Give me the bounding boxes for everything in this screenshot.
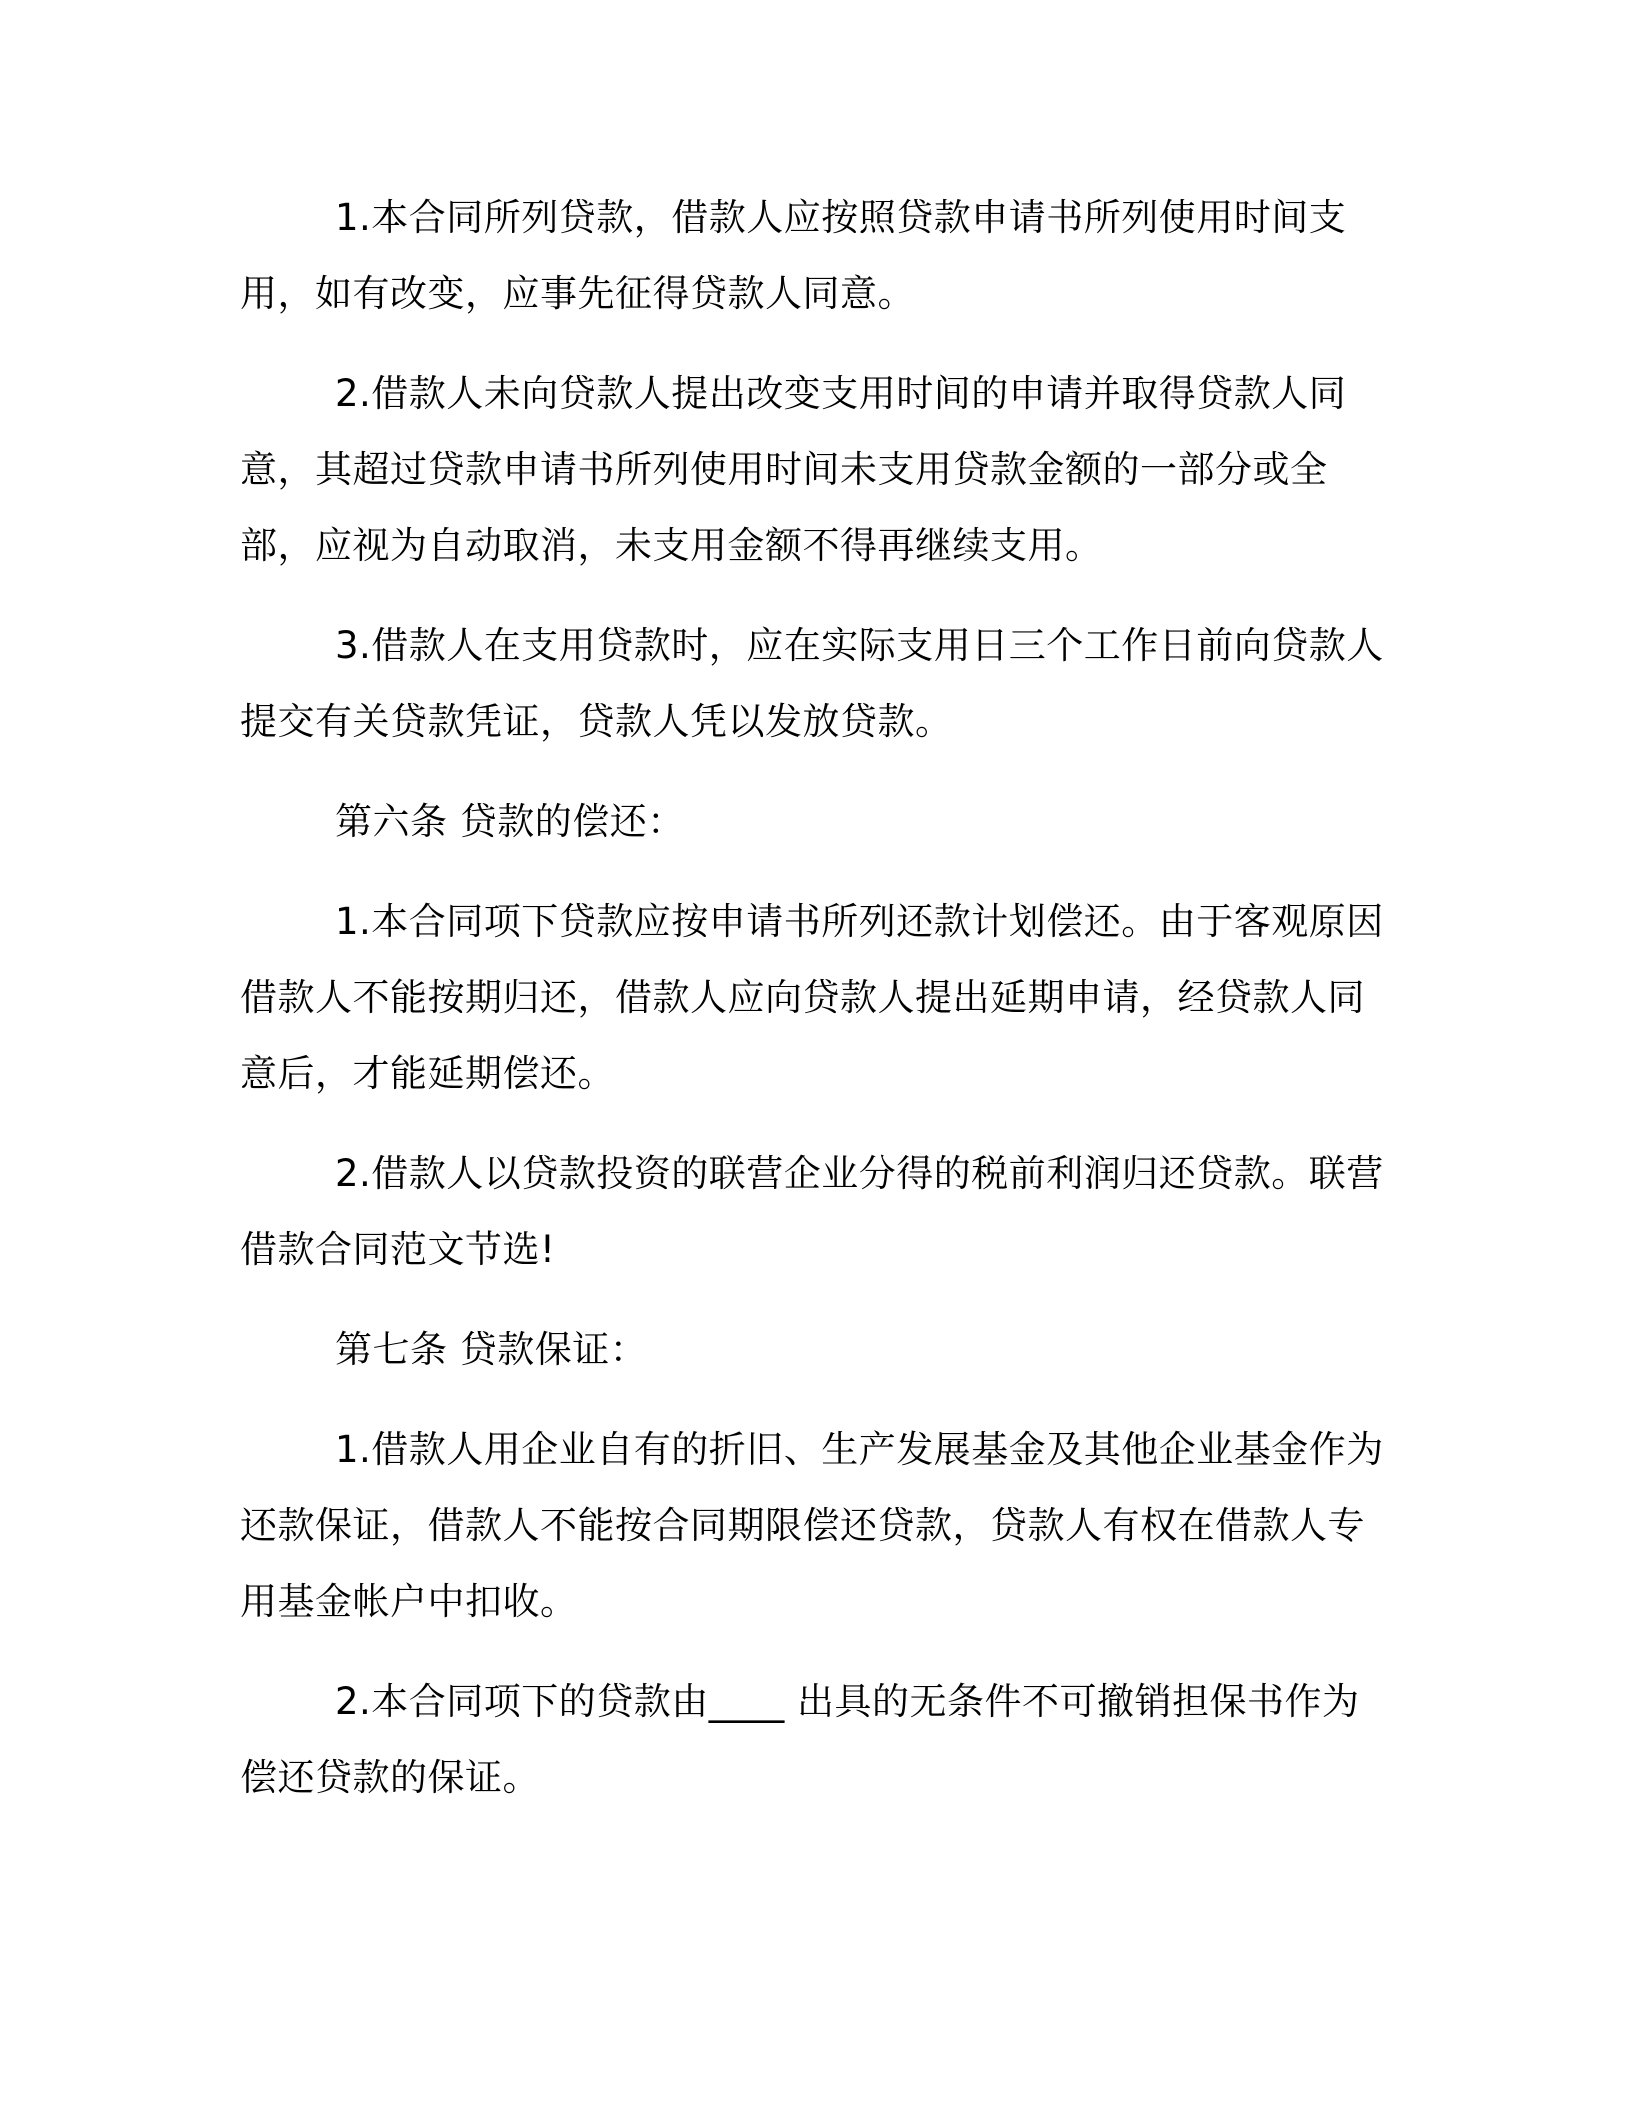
paragraph-auto-cancel: 2.借款人未向贷款人提出改变支用时间的申请并取得贷款人同意，其超过贷款申请书所列使用时间未支用贷款金额的一部分或全部，应视为自动取消，未支用金额不得再继续支用。: [240, 372, 1347, 567]
paragraph-drawdown-voucher: 3.借款人在支用贷款时，应在实际支用日三个工作日前向贷款人提交有关贷款凭证，贷款人凭以发放贷款。: [240, 624, 1384, 743]
paragraph-guarantee-letter: 2.本合同项下的贷款由____ 出具的无条件不可撤销担保书作为偿还贷款的保证。: [240, 1680, 1360, 1799]
paragraph-repayment-plan: 1.本合同项下贷款应按申请书所列还款计划偿还。由于客观原因借款人不能按期归还，借款人应向贷款人提出延期申请，经贷款人同意后，才能延期偿还。: [240, 900, 1384, 1095]
paragraph-drawdown-schedule: 1.本合同所列贷款，借款人应按照贷款申请书所列使用时间支用，如有改变，应事先征得贷款人同意。: [240, 196, 1347, 315]
paragraph-guarantee-funds: 1.借款人用企业自有的折旧、生产发展基金及其他企业基金作为还款保证，借款人不能按合同期限偿还贷款，贷款人有权在借款人专用基金帐户中扣收。: [240, 1428, 1384, 1623]
paragraph-repayment-profit: 2.借款人以贷款投资的联营企业分得的税前利润归还贷款。联营借款合同范文节选!: [240, 1152, 1384, 1271]
article-six-heading: 第六条 贷款的偿还：: [335, 800, 685, 843]
document-body: [240, 180, 1390, 1840]
article-seven-heading: 第七条 贷款保证：: [335, 1328, 648, 1371]
